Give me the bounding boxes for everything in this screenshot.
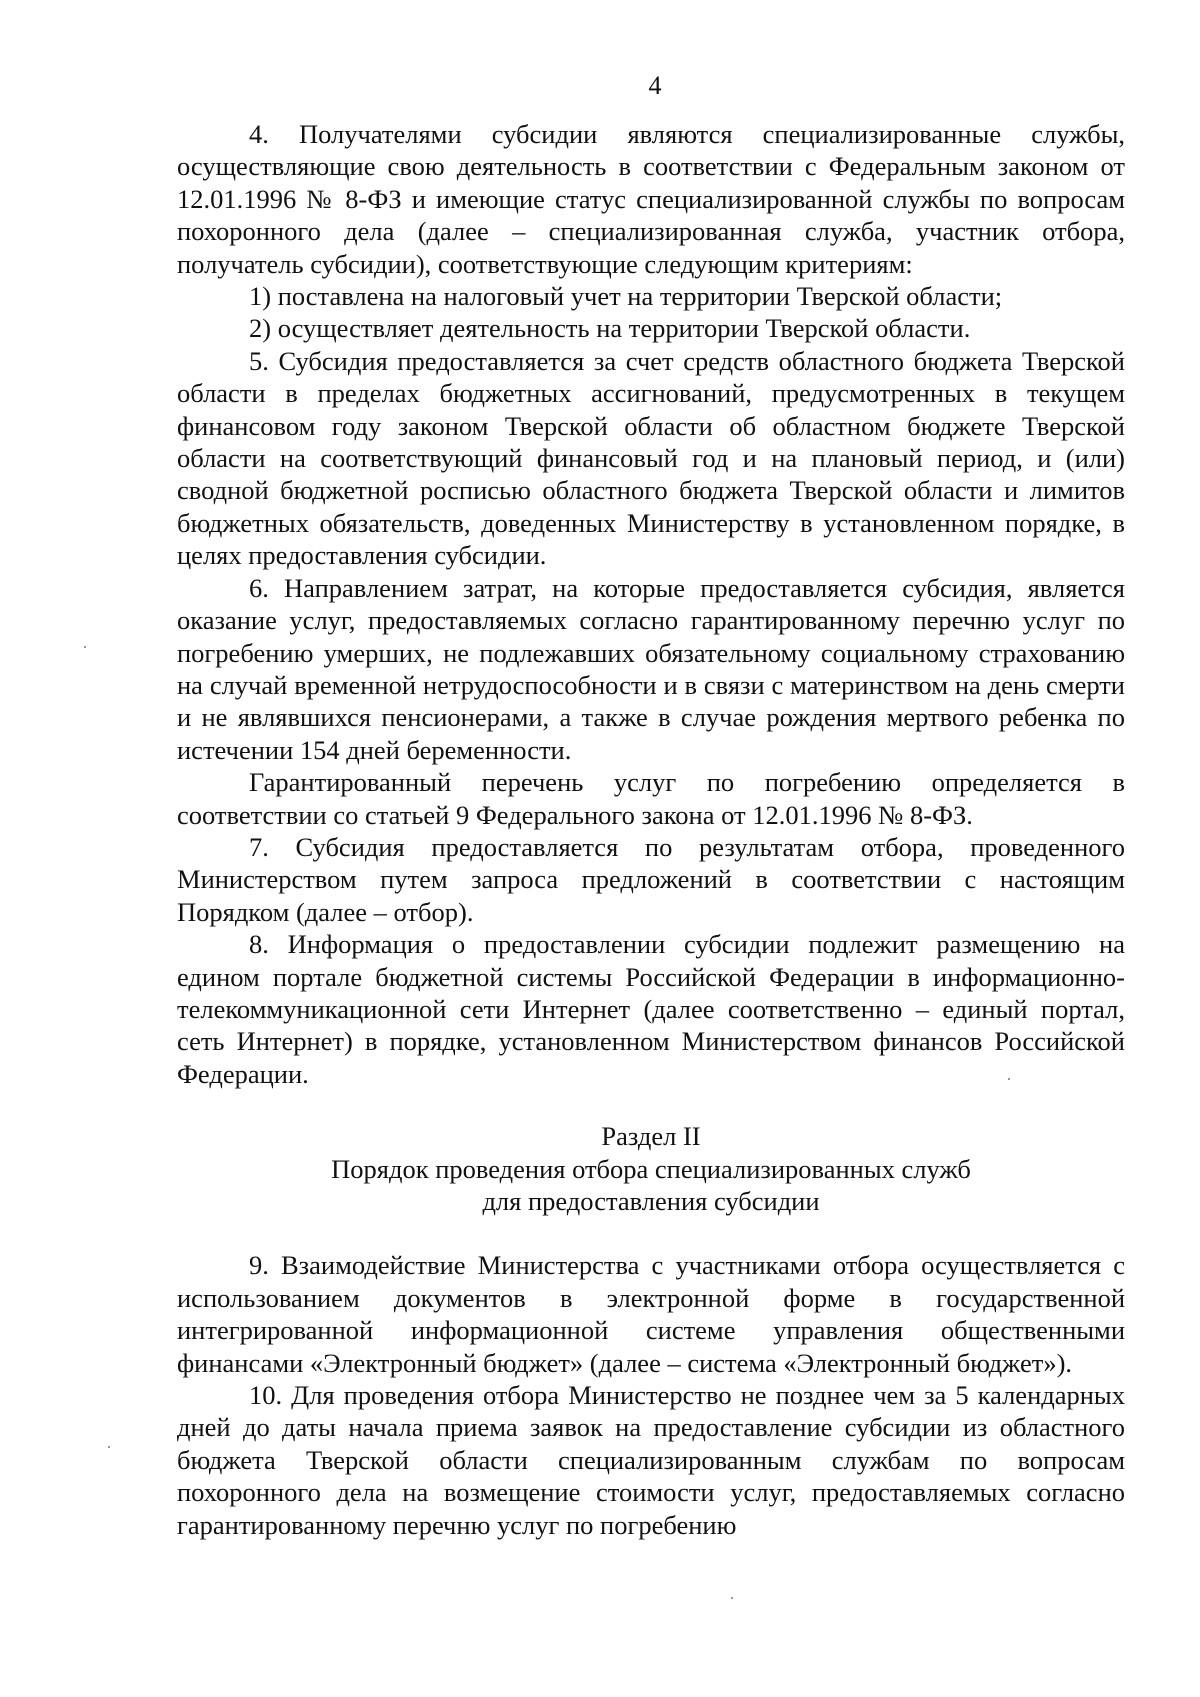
paragraph-item-8: 8. Информация о предоставлении субсидии подлежит размещению на едином портале бюджетной системы Российской Федерации в информационно-телекоммуникационной сети Интернет (далее соответственно – единый портал, сеть Интернет) в порядке, установленном Министерством финансов Российской Федерации. [177, 929, 1125, 1089]
paragraph-item-6: 6. Направлением затрат, на которые предоставляется субсидия, является оказание услуг, предоставляемых согласно гарантированному перечню услуг по погребению умерших, не подлежавших обязательному социальному страхованию на случай временной нетрудоспособности и в связи с материнством на день смерти и не являвшихся пенсионерами, а также в случае рождения мертвого ребенка по истечении 154 дней беременности. [177, 572, 1125, 765]
paragraph-item-4: 4. Получателями субсидии являются специализированные службы, осуществляющие свою деятельность в соответствии с Федеральным законом от 12.01.1996 № 8-ФЗ и имеющие статус специализированной службы по вопросам похоронного дела (далее – специализированная служба, участник отбора, получатель субсидии), соответствующие следующим критериям: [177, 119, 1125, 279]
paragraph-criterion-1: 1) поставлена на налоговый учет на территории Тверской области; [249, 281, 1003, 312]
section-title: Раздел II [601, 1121, 701, 1152]
paragraph-item-5: 5. Субсидия предоставляется за счет средств областного бюджета Тверской области в пределах бюджетных ассигнований, предусмотренных в текущем финансовом году законом Тверской области об областном бюджете Тверской области на соответствующий финансовый год и на плановый период, и (или) сводной бюджетной росписью областного бюджета Тверской области и лимитов бюджетных обязательств, доведенных Министерству в установленном порядке, в целях предоставления субсидии. [177, 345, 1125, 571]
section-subtitle-line-2: для предоставления субсидии [482, 1186, 820, 1216]
page-number: 4 [648, 71, 662, 100]
section-heading [177, 1120, 1125, 1217]
paragraph-criterion-2: 2) осуществляет деятельность на территории Тверской области. [249, 313, 971, 344]
scan-speck [1008, 1078, 1010, 1080]
scan-speck [731, 1597, 733, 1599]
paragraph-item-10: 10. Для проведения отбора Министерство не позднее чем за 5 календарных дней до даты начала приема заявок на предоставление субсидии из областного бюджета Тверской области специализированным службам по вопросам похоронного дела на возмещение стоимости услуг, предоставляемых согласно гарантированному перечню услуг по погребению [177, 1380, 1125, 1540]
scan-speck [84, 646, 86, 648]
paragraph-item-7: 7. Субсидия предоставляется по результатам отбора, проведенного Министерством путем запроса предложений в соответствии с настоящим Порядком (далее – отбор). [177, 831, 1125, 927]
paragraph-item-9: 9. Взаимодействие Министерства с участниками отбора осуществляется с использованием документов в электронной форме в государственной интегрированной информационной системе управления общественными финансами «Электронный бюджет» (далее – система «Электронный бюджет»). [177, 1250, 1125, 1378]
scan-speck [108, 1446, 110, 1448]
document-body [177, 118, 1125, 1541]
paragraph-guaranteed-list: Гарантированный перечень услуг по погребению определяется в соответствии со статьей 9 Федерального закона от 12.01.1996 № 8-ФЗ. [177, 767, 1125, 830]
section-subtitle-line-1: Порядок проведения отбора специализированных служб [331, 1153, 971, 1184]
